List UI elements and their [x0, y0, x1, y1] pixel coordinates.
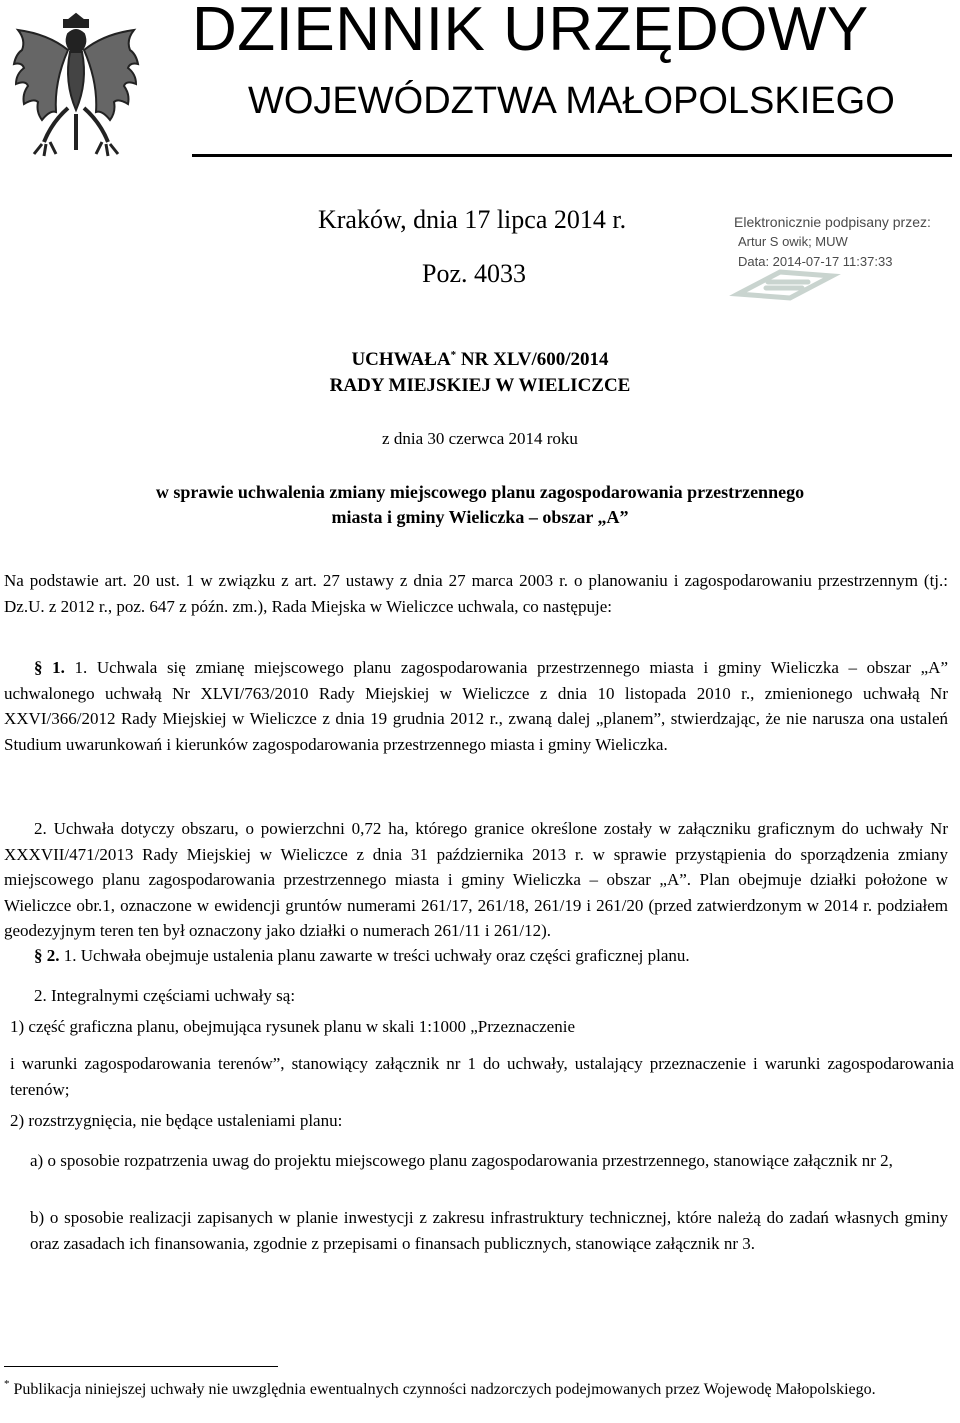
electronic-signature: [726, 212, 956, 302]
resolution-subject-line-1: w sprawie uchwalenia zmiany miejscowego planu zagospodarowania przestrzennego: [155, 482, 805, 502]
footnote-mark: *: [4, 1378, 10, 1390]
section-2-label: § 2.: [34, 946, 60, 965]
journal-subtitle: WOJEWÓDZTWA MAŁOPOLSKIEGO: [248, 80, 895, 122]
section-1-label: § 1.: [34, 658, 65, 677]
journal-title: DZIENNIK URZĘDOWY: [192, 0, 869, 64]
section-1-paragraph-1: [4, 655, 948, 757]
footnote-reference: *: [450, 349, 457, 361]
section-2-text: 1. Uchwała obejmuje ustalenia planu zawarte w treści uchwały oraz części graficznej planu.: [59, 946, 690, 965]
list-item-2a: a) o sposobie rozpatrzenia uwag do projektu miejscowego planu zagospodarowania przestrzennego, stanowiące załącznik nr 2,: [30, 1151, 893, 1170]
footnote-text: Publikacja niniejszej uchwały nie uwzględnia ewentualnych czynności nadzorczych podejmowanych przez Wojewodę Małopolskiego.: [9, 1381, 876, 1398]
list-item-1: 1) część graficzna planu, obejmująca rysunek planu w skali 1:1000 „Przeznaczenie: [10, 1017, 576, 1036]
preamble: Na podstawie art. 20 ust. 1 w związku z art. 27 ustawy z dnia 27 marca 2003 r. o planowaniu i zagospodarowaniu przestrzennym (tj.: Dz.U. z 2012 r., poz. 647 z późn. zm.), Rada Miejska w Wieliczce uchwala, co następuje:: [4, 571, 948, 616]
resolution-subject-line-2: miasta i gminy Wieliczka – obszar „A”: [331, 507, 629, 527]
list-item-2: 2) rozstrzygnięcia, nie będące ustaleniami planu:: [10, 1111, 343, 1130]
resolution-title: [0, 348, 960, 372]
place-date: Kraków, dnia 17 lipca 2014 r.: [318, 205, 627, 234]
signature-signer: Artur S owik; MUW: [738, 234, 848, 249]
section-2-paragraph-2: 2. Integralnymi częściami uchwały są:: [34, 986, 296, 1005]
section-2-paragraph-1: [4, 943, 948, 969]
resolution-council: RADY MIEJSKIEJ W WIELICZCE: [329, 375, 631, 396]
resolution-number: NR XLV/600/2014: [456, 349, 609, 370]
resolution-title-prefix: UCHWAŁA: [351, 349, 451, 370]
footnote-divider: [4, 1366, 278, 1367]
list-item-1-continuation-text: i warunki zagospodarowania terenów”, stanowiący załącznik nr 1 do uchwały, ustalający przeznaczenie i warunki zagospodarowania terenów;: [10, 1054, 954, 1099]
header-divider: [192, 154, 952, 157]
list-item-1-continuation: [4, 1051, 954, 1102]
section-1-text: 1. Uchwala się zmianę miejscowego planu zagospodarowania przestrzennego miasta i gminy Wieliczka – obszar „A” uchwalonego uchwałą Nr XLVI/763/2010 Rady Miejskiej w Wieliczce z dnia 10 listopada 2010 r., zmienionego uchwałą Nr XXVI/366/2012 Rady Miejskiej w Wieliczce z dnia 19 grudnia 2012 r., zwaną dalej „planem”, stwierdzając, że nie narusza ona ustaleń Studium uwarunkowań i kierunków zagospodarowania przestrzennego miasta i gminy Wieliczka.: [4, 658, 949, 754]
section-1-paragraph-2: 2. Uchwała dotyczy obszaru, o powierzchni 0,72 ha, którego granice określone zostały w załączniku graficznym do uchwały Nr XXXVII/471/2013 Rady Miejskiej w Wieliczce z dnia 31 października 2013 r. w sprawie przystąpienia do sporządzenia zmiany miejscowego planu zagospodarowania przestrzennego miasta i gminy Wieliczka – obszar „A”. Plan obejmuje działki położone w Wieliczce obr.1, oznaczone w ewidencji gruntów numerami 261/17, 261/18, 261/19 i 261/20 (przed zatwierdzonym w 2014 r. podziałem geodezyjnym teren ten był oznaczony jako działki o numerach 261/11 i 261/12).: [4, 819, 948, 940]
list-item-2b: b) o sposobie realizacji zapisanych w planie inwestycji z zakresu infrastruktury technicznej, które należą do zadań własnych gminy oraz zasadach ich finansowania, zgodnie z przepisami o finansach publicznych, stanowiące załącznik nr 3.: [30, 1208, 948, 1253]
signature-date: Data: 2014-07-17 11:37:33: [738, 254, 893, 269]
signature-label: Elektronicznie podpisany przez:: [734, 214, 931, 230]
position-number: Poz. 4033: [422, 259, 526, 288]
polish-eagle-emblem: [6, 4, 146, 162]
resolution-date: z dnia 30 czerwca 2014 roku: [382, 429, 578, 448]
footnote: [4, 1378, 948, 1402]
